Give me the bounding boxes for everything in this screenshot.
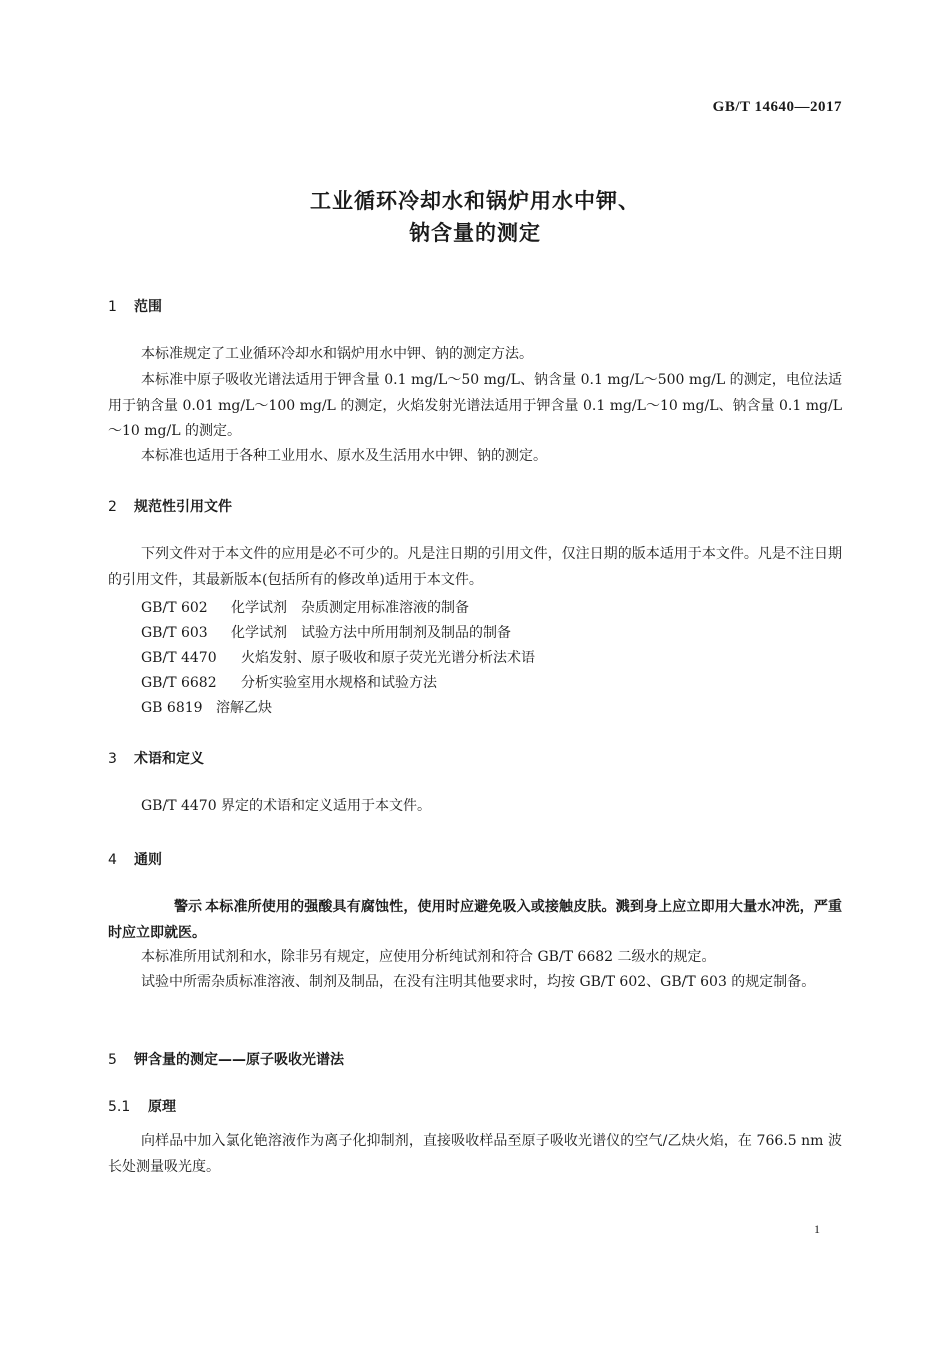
ref-item bbox=[141, 697, 272, 717]
section-title: 通则 bbox=[134, 852, 162, 868]
section-5-1-heading bbox=[108, 1096, 176, 1116]
section-3-heading bbox=[108, 748, 204, 768]
section-number: 3 bbox=[108, 751, 117, 767]
ref-code: GB/T 4470 bbox=[141, 650, 217, 666]
ref-title: 火焰发射、原子吸收和原子荧光光谱分析法术语 bbox=[241, 650, 535, 666]
ref-item bbox=[141, 672, 437, 692]
doc-title-line-2: 钠含量的测定 bbox=[409, 221, 541, 245]
ref-code: GB 6819 bbox=[141, 700, 203, 716]
section-2-heading bbox=[108, 496, 232, 516]
section-1-heading bbox=[108, 296, 162, 316]
ref-item bbox=[141, 597, 469, 617]
page-number: 1 bbox=[814, 1222, 820, 1236]
s4-paragraph-2: 本标准所用试剂和水，除非另有规定，应使用分析纯试剂和符合 GB/T 6682 二级水的规定。 bbox=[141, 949, 716, 965]
doc-title-line-1: 工业循环冷却水和锅炉用水中钾、 bbox=[310, 189, 640, 213]
section-number: 4 bbox=[108, 852, 117, 868]
ref-item bbox=[141, 647, 535, 667]
s1-paragraph-3: 本标准也适用于各种工业用水、原水及生活用水中钾、钠的测定。 bbox=[141, 448, 547, 464]
ref-item bbox=[141, 622, 511, 642]
standard-number: GB/T 14640—2017 bbox=[712, 99, 842, 115]
warning-text: 本标准所使用的强酸具有腐蚀性，使用时应避免吸入或接触皮肤。溅到身上应立即用大量水冲洗，严重时应立即就医。 bbox=[108, 899, 842, 941]
s5-1-paragraph-1: 向样品中加入氯化铯溶液作为离子化抑制剂，直接吸收样品至原子吸收光谱仪的空气/乙炔火焰，在 766.5 nm 波长处测量吸光度。 bbox=[108, 1133, 842, 1175]
section-title: 钾含量的测定——原子吸收光谱法 bbox=[134, 1052, 344, 1068]
section-title: 原理 bbox=[148, 1099, 176, 1115]
ref-code: GB/T 603 bbox=[141, 625, 208, 641]
s3-paragraph-1: GB/T 4470 界定的术语和定义适用于本文件。 bbox=[141, 798, 432, 814]
ref-code: GB/T 602 bbox=[141, 600, 208, 616]
warning-paragraph bbox=[108, 895, 842, 946]
section-number: 1 bbox=[108, 299, 117, 315]
s1-paragraph-2: 本标准中原子吸收光谱法适用于钾含量 0.1 mg/L～50 mg/L、钠含量 0.1 mg/L～500 mg/L 的测定，电位法适用于钠含量 0.01 mg/L～100 mg/L 的测定，火焰发射光谱法适用于钾含量 0.1 mg/L～10 mg/L、钠含量 0.1 mg/L～10 mg/L 的测定。 bbox=[108, 372, 842, 439]
section-5-heading bbox=[108, 1049, 344, 1069]
s2-paragraph-1: 下列文件对于本文件的应用是必不可少的。凡是注日期的引用文件，仅注日期的版本适用于本文件。凡是不注日期的引用文件，其最新版本(包括所有的修改单)适用于本文件。 bbox=[108, 546, 842, 588]
ref-title: 化学试剂 试验方法中所用制剂及制品的制备 bbox=[231, 625, 511, 641]
section-title: 规范性引用文件 bbox=[134, 499, 232, 515]
section-number: 5.1 bbox=[108, 1099, 131, 1115]
ref-code: GB/T 6682 bbox=[141, 675, 217, 691]
ref-title: 化学试剂 杂质测定用标准溶液的制备 bbox=[231, 600, 469, 616]
s1-paragraph-1: 本标准规定了工业循环冷却水和锅炉用水中钾、钠的测定方法。 bbox=[141, 346, 533, 362]
ref-title: 分析实验室用水规格和试验方法 bbox=[241, 675, 437, 691]
section-4-heading bbox=[108, 849, 162, 869]
s4-paragraph-3: 试验中所需杂质标准溶液、制剂及制品，在没有注明其他要求时，均按 GB/T 602、GB/T 603 的规定制备。 bbox=[141, 974, 816, 990]
ref-title: 溶解乙炔 bbox=[216, 700, 272, 716]
section-number: 5 bbox=[108, 1052, 117, 1068]
section-title: 范围 bbox=[134, 299, 162, 315]
warning-label: 警示 bbox=[174, 899, 202, 915]
section-number: 2 bbox=[108, 499, 117, 515]
section-title: 术语和定义 bbox=[134, 751, 204, 767]
